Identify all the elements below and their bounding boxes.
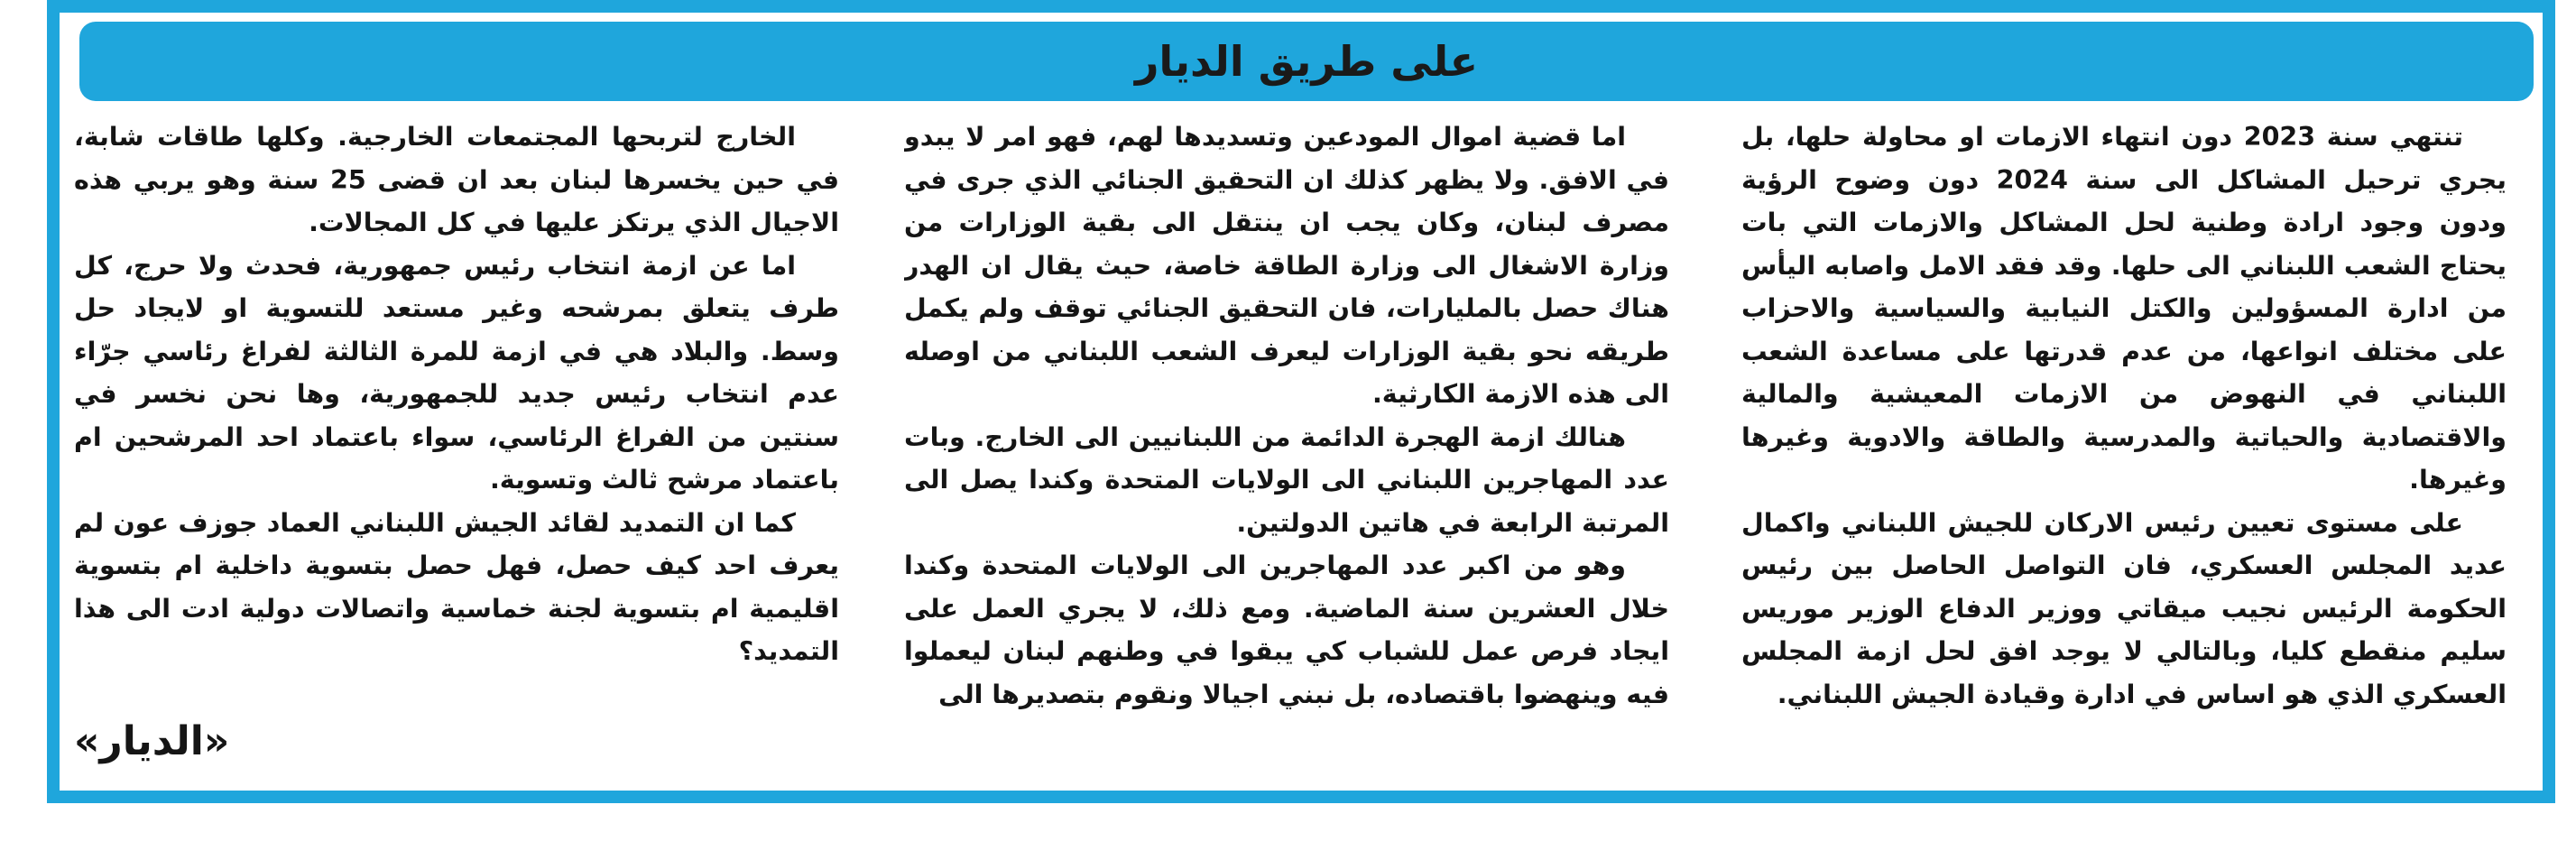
paragraph: تنتهي سنة 2023 دون انتهاء الازمات او محاولة حلها، بل يجري ترحيل المشاكل الى سنة 2024 دون وضوح الرؤية ودون وجود ارادة وطنية لحل المشاكل والازمات التي بات يحتاج الشعب اللبناني الى حلها. وقد فقد الامل واصابه اليأس من ادارة المسؤولين والكتل النيابية والسياسية والاحزاب على مختلف انواعها، من عدم قدرتها على مساعدة الشعب اللبناني في النهوض من الازمات المعيشية والمالية والاقتصادية والحياتية والمدرسية والطاقة والادوية وغيرها وغيرها.	[1741, 122, 2507, 495]
source-signature: «الديار»	[74, 718, 230, 764]
paragraph: هنالك ازمة الهجرة الدائمة من اللبنانيين الى الخارج. وبات عدد المهاجرين اللبناني الى الولايات المتحدة وكندا يصل الى المرتبة الرابعة في هاتين الدولتين.	[904, 421, 1669, 538]
title-banner	[79, 22, 2534, 101]
column-right	[1741, 116, 2507, 783]
column-middle	[904, 116, 1669, 783]
paragraph: اما قضية اموال المودعين وتسديدها لهم، فهو امر لا يبدو في الافق. ولا يظهر كذلك ان التحقيق الجنائي الذي جرى في مصرف لبنان، وكان يجب ان ينتقل الى بقية الوزارات من وزارة الاشغال الى وزارة الطاقة خاصة، حيث يقال ان الهدر هناك حصل بالمليارات، فان التحقيق الجنائي توقف ولم يكمل طريقه نحو بقية الوزارات ليعرف الشعب اللبناني من اوصله الى هذه الازمة الكارثية.	[904, 122, 1669, 409]
column-left	[74, 116, 839, 675]
paragraph: وهو من اكبر عدد المهاجرين الى الولايات المتحدة وكندا خلال العشرين سنة الماضية. ومع ذلك، لا يجري العمل على ايجاد فرص عمل للشباب كي يبقوا في وطنهم لبنان ليعملوا فيه وينهضوا باقتصاده، بل نبني اجيالا ونقوم بتصديرها الى	[904, 550, 1669, 709]
paragraph: كما ان التمديد لقائد الجيش اللبناني العماد جوزف عون لم يعرف احد كيف حصل، فهل حصل بتسوية داخلية ام بتسوية اقليمية ام بتسوية لجنة خماسية واتصالات دولية ادت الى هذا التمديد؟	[74, 507, 839, 666]
paragraph: الخارج لتربحها المجتمعات الخارجية. وكلها طاقات شابة، في حين يخسرها لبنان بعد ان قضى 25 سنة وهو يربي هذه الاجيال الذي يرتكز عليها في كل المجالات.	[74, 122, 839, 237]
paragraph: اما عن ازمة انتخاب رئيس جمهورية، فحدث ولا حرج، كل طرف يتعلق بمرشحه وغير مستعد للتسوية او لايجاد حل وسط. والبلاد هي في ازمة للمرة الثالثة لفراغ رئاسي جرّاء عدم انتخاب رئيس جديد للجمهورية، وها نحن نخسر في سنتين من الفراغ الرئاسي، سواء باعتماد احد المرشحين ام باعتماد مرشح ثالث وتسوية.	[74, 250, 839, 495]
article-title: على طريق الديار	[1134, 37, 1479, 86]
paragraph: على مستوى تعيين رئيس الاركان للجيش اللبناني واكمال عديد المجلس العسكري، فان التواصل الحاصل بين رئيس الحكومة الرئيس نجيب ميقاتي ووزير الدفاع الوزير موريس سليم منقطع كليا، وبالتالي لا يوجد افق لحل ازمة المجلس العسكري الذي هو اساس في ادارة وقيادة الجيش اللبناني.	[1741, 507, 2507, 709]
